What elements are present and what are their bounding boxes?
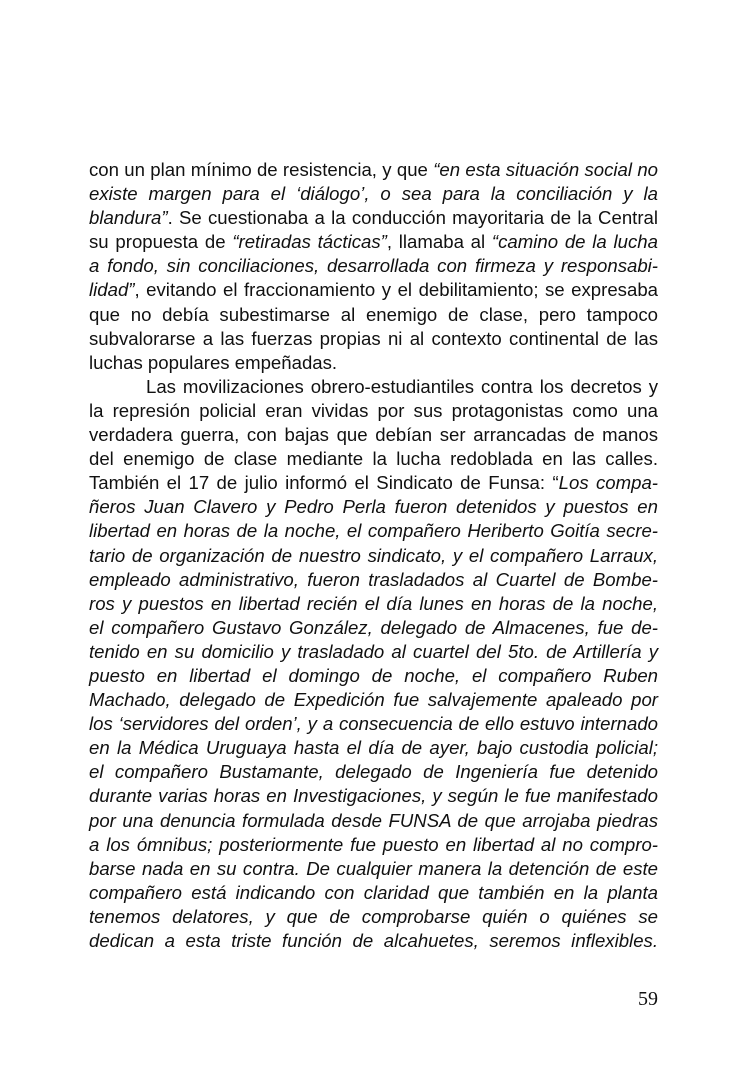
text-line (89, 688, 658, 712)
text-line (89, 278, 658, 302)
text-line (89, 857, 658, 881)
body-text (89, 158, 658, 953)
italic-quote-segment: Machado, delegado de Expedición fue salvajemente apaleado por (89, 689, 658, 711)
italic-quote-segment: tenemos delatores, y que de comprobarse quién o quiénes se (89, 905, 658, 927)
italic-quote-segment: los ‘servidores del orden’, y a consecuencia de ello estuvo internado (89, 713, 658, 735)
text-line (89, 592, 658, 616)
text-line (89, 254, 658, 278)
text-segment: su propuesta de (89, 231, 233, 253)
text-line (89, 616, 658, 640)
italic-quote-segment: a fondo, sin conciliaciones, desarrollada con firmeza y responsabi- (89, 255, 658, 277)
text-line (89, 760, 658, 784)
text-line (89, 351, 658, 375)
text-line (89, 544, 658, 568)
italic-quote-segment: empleado administrativo, fueron trasladados al Cuartel de Bombe- (89, 568, 658, 590)
text-line (89, 158, 658, 182)
italic-quote-segment: a los ómnibus; posteriormente fue puesto en libertad al no compro- (89, 833, 658, 855)
text-line (89, 495, 658, 519)
italic-quote-segment: el compañero Gustavo González, delegado de Almacenes, fue de- (89, 616, 658, 638)
text-line (89, 736, 658, 760)
text-segment: la represión policial eran vividas por sus protagonistas como una (89, 399, 658, 421)
italic-quote-segment: puesto en libertad el domingo de noche, el compañero Ruben (89, 664, 658, 686)
text-segment: , evitando el fraccionamiento y el debilitamiento; se expresaba (134, 279, 658, 301)
text-line (89, 640, 658, 664)
paragraph (89, 375, 658, 953)
text-line (89, 399, 658, 423)
text-line (89, 182, 658, 206)
text-line (89, 568, 658, 592)
text-line (89, 784, 658, 808)
italic-quote-segment: por una denuncia formulada desde FUNSA de que arrojaba piedras (89, 809, 658, 831)
italic-quote-segment: tenido en su domicilio y trasladado al cuartel del 5to. de Artillería y (89, 640, 658, 662)
italic-quote-segment: ros y puestos en libertad recién el día lunes en horas de la noche, (89, 592, 658, 614)
text-line (89, 327, 658, 351)
italic-quote-segment: blandura” (89, 207, 168, 229)
text-line (89, 230, 658, 254)
text-segment: luchas populares empeñadas. (89, 351, 338, 373)
text-segment: , llamaba al (386, 231, 492, 253)
text-line (89, 664, 658, 688)
text-segment: . Se cuestionaba a la conducción mayoritaria de la Central (167, 207, 658, 229)
paragraph (89, 158, 658, 375)
text-segment: con un plan mínimo de resistencia, y que (89, 159, 434, 180)
text-segment: subvalorarse a las fuerzas propias ni al contexto continental de las (89, 327, 658, 349)
text-line (89, 809, 658, 833)
text-segment: También el 17 de julio informó el Sindicato de Funsa: “ (89, 472, 559, 494)
italic-quote-segment: libertad en horas de la noche, el compañero Heriberto Goitía secre- (89, 520, 658, 542)
italic-quote-segment: Los compa- (558, 472, 658, 494)
text-segment: Las movilizaciones obrero-estudiantiles contra los decretos y (146, 375, 658, 397)
text-line (89, 375, 658, 399)
text-line (89, 206, 658, 230)
text-segment: del enemigo de clase mediante la lucha redoblada en las calles. (89, 448, 658, 470)
text-line (89, 471, 658, 495)
text-line (89, 881, 658, 905)
page-number: 59 (638, 988, 658, 1010)
text-line (89, 423, 658, 447)
italic-quote-segment: lidad” (89, 279, 135, 301)
italic-quote-segment: durante varias horas en Investigaciones, y según le fue manifestado (89, 785, 658, 807)
italic-quote-segment: en la Médica Uruguaya hasta el día de ayer, bajo custodia policial; (89, 737, 658, 759)
italic-quote-segment: ñeros Juan Clavero y Pedro Perla fueron detenidos y puestos en (89, 496, 658, 518)
italic-quote-segment: “en esta situación social no (433, 159, 658, 180)
italic-quote-segment: el compañero Bustamante, delegado de Ingeniería fue detenido (89, 761, 658, 783)
italic-quote-segment: dedican a esta triste función de alcahuetes, seremos inflexibles. (89, 930, 658, 951)
italic-quote-segment: barse nada en su contra. De cualquier manera la detención de este (89, 857, 658, 879)
italic-quote-segment: existe margen para el ‘diálogo’, o sea para la conciliación y la (89, 183, 658, 205)
text-line (89, 303, 658, 327)
text-line (89, 519, 658, 543)
text-segment: que no debía subestimarse al enemigo de clase, pero tampoco (89, 303, 658, 325)
italic-quote-segment: compañero está indicando con claridad que también en la planta (89, 881, 658, 903)
text-segment: verdadera guerra, con bajas que debían ser arrancadas de manos (89, 424, 658, 446)
italic-quote-segment: “camino de la lucha (491, 231, 658, 253)
text-line (89, 833, 658, 857)
text-line (89, 712, 658, 736)
text-line (89, 447, 658, 471)
italic-quote-segment: tario de organización de nuestro sindicato, y el compañero Larraux, (89, 544, 658, 566)
italic-quote-segment: “retiradas tácticas” (232, 231, 387, 253)
text-line (89, 905, 658, 929)
text-line (89, 929, 658, 953)
